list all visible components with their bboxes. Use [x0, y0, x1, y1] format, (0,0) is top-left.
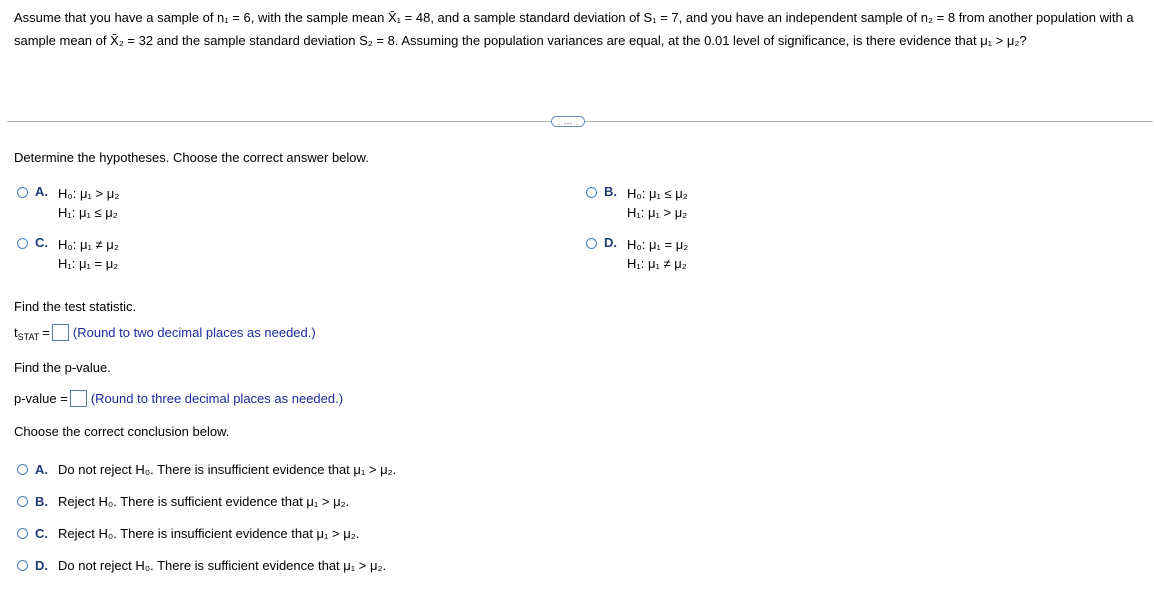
hypotheses-prompt: Determine the hypotheses. Choose the correct answer below. [14, 150, 369, 165]
radio-button[interactable] [586, 187, 597, 198]
p-value-label: p-value = [14, 391, 68, 406]
conclusion-text: Do not reject H₀. There is sufficient evidence that μ₁ > μ₂. [58, 558, 387, 573]
hypothesis-option-d[interactable] [586, 235, 688, 273]
p-value-hint: (Round to three decimal places as needed.) [90, 391, 344, 406]
alternative-hypothesis: H₁: μ₁ > μ₂ [627, 205, 688, 220]
option-letter: B. [604, 184, 617, 199]
radio-button[interactable] [17, 238, 28, 249]
alternative-hypothesis: H₁: μ₁ ≤ μ₂ [58, 205, 118, 220]
option-letter: A. [35, 462, 48, 477]
option-letter: C. [35, 526, 48, 541]
conclusion-text: Do not reject H₀. There is insufficient evidence that μ₁ > μ₂. [58, 462, 397, 477]
radio-button[interactable] [586, 238, 597, 249]
null-hypothesis: H₀: μ₁ > μ₂ [58, 186, 120, 201]
hypothesis-option-b[interactable] [586, 184, 688, 222]
hypothesis-option-c[interactable] [17, 235, 119, 273]
p-value-row [14, 390, 343, 407]
question-line-1: Assume that you have a sample of n₁ = 6, with the sample mean X̄₁ = 48, and a sample standard deviation of S₁ = 7, and you have an independent sample of n₂ = 8 from another population with a [14, 10, 1134, 25]
null-hypothesis: H₀: μ₁ ≤ μ₂ [627, 186, 688, 201]
radio-button[interactable] [17, 464, 28, 475]
question-line-2: sample mean of X̄₂ = 32 and the sample standard deviation S₂ = 8. Assuming the population variances are equal, at the 0.01 level of significance, is there evidence that μ₁ > μ₂? [14, 33, 1027, 48]
conclusion-option-d[interactable] [17, 558, 386, 573]
option-letter: D. [604, 235, 617, 250]
conclusion-text: Reject H₀. There is sufficient evidence that μ₁ > μ₂. [58, 494, 350, 509]
equals-sign: = [42, 325, 50, 340]
question-text [14, 6, 1144, 52]
tstat-hint: (Round to two decimal places as needed.) [72, 325, 316, 340]
conclusion-option-b[interactable] [17, 494, 349, 509]
hypothesis-option-a[interactable] [17, 184, 119, 222]
radio-button[interactable] [17, 560, 28, 571]
radio-button[interactable] [17, 496, 28, 507]
more-button[interactable]: … [551, 116, 585, 127]
p-value-prompt: Find the p-value. [14, 360, 111, 375]
option-letter: B. [35, 494, 48, 509]
alternative-hypothesis: H₁: μ₁ ≠ μ₂ [627, 256, 687, 271]
conclusion-option-c[interactable] [17, 526, 359, 541]
null-hypothesis: H₀: μ₁ ≠ μ₂ [58, 237, 119, 252]
conclusion-text: Reject H₀. There is insufficient evidence that μ₁ > μ₂. [58, 526, 360, 541]
null-hypothesis: H₀: μ₁ = μ₂ [627, 237, 689, 252]
alternative-hypothesis: H₁: μ₁ = μ₂ [58, 256, 119, 271]
p-value-input[interactable] [70, 390, 87, 407]
radio-button[interactable] [17, 187, 28, 198]
test-statistic-row [14, 324, 316, 341]
conclusion-prompt: Choose the correct conclusion below. [14, 424, 230, 439]
option-letter: A. [35, 184, 48, 199]
tstat-label: $t_{STAT}$ [14, 325, 40, 342]
test-statistic-prompt: Find the test statistic. [14, 299, 137, 314]
conclusion-option-a[interactable] [17, 462, 396, 477]
option-letter: C. [35, 235, 48, 250]
tstat-input[interactable] [52, 324, 69, 341]
radio-button[interactable] [17, 528, 28, 539]
option-letter: D. [35, 558, 48, 573]
